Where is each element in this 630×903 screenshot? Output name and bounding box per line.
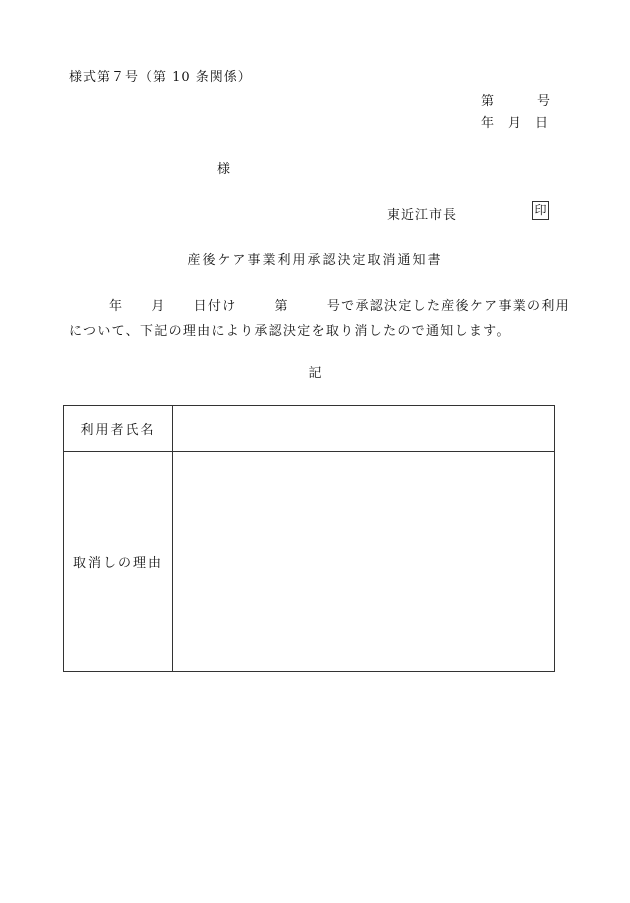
date-year: 年 xyxy=(481,116,495,131)
cancel-reason-label: 取消しの理由 xyxy=(64,452,173,672)
recipient-suffix: 様 xyxy=(217,162,231,177)
number-suffix: 号 xyxy=(537,94,551,109)
body-day-date: 日付け xyxy=(193,299,237,314)
body-number-prefix: 第 xyxy=(274,299,289,314)
date-month: 月 xyxy=(508,116,522,131)
body-line-1 xyxy=(69,294,570,319)
body-line-1-rest: 号で承認決定した産後ケア事業の利用 xyxy=(326,299,570,314)
details-table xyxy=(63,405,555,672)
table-row xyxy=(64,452,555,672)
document-number xyxy=(481,90,550,109)
seal-stamp: 印 xyxy=(532,201,549,220)
table-row xyxy=(64,406,555,452)
body-year: 年 xyxy=(109,299,124,314)
body-line-2: について、下記の理由により承認決定を取り消したので通知します。 xyxy=(69,324,511,339)
issuer-name: 東近江市長 xyxy=(387,208,458,223)
user-name-label: 利用者氏名 xyxy=(64,406,173,452)
date-day: 日 xyxy=(535,116,549,131)
body-paragraph xyxy=(69,294,570,344)
ki-heading: 記 xyxy=(308,366,322,381)
form-number: 様式第７号（第 10 条関係） xyxy=(69,70,252,85)
cancel-reason-field[interactable] xyxy=(173,452,555,672)
document-title: 産後ケア事業利用承認決定取消通知書 xyxy=(187,253,443,268)
body-month: 月 xyxy=(151,299,166,314)
user-name-field[interactable] xyxy=(173,406,555,452)
issue-date xyxy=(481,112,548,131)
number-prefix: 第 xyxy=(481,94,495,109)
